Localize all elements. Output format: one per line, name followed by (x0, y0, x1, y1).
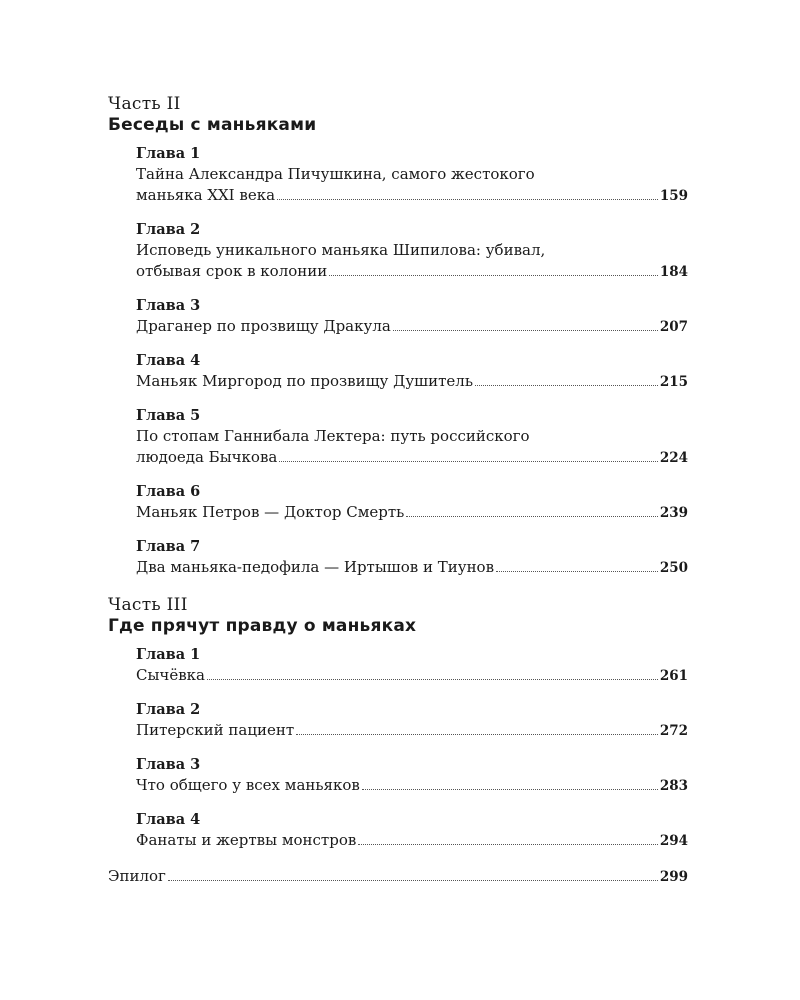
chapter-title-line: людоеда Бычкова (136, 448, 278, 466)
chapter-entry[interactable] (136, 296, 688, 338)
epilog-entry[interactable] (108, 866, 688, 888)
dot-leader (168, 880, 658, 881)
chapter-title-line: По стопам Ганнибала Лектера: путь российского (136, 427, 530, 445)
page-number: 272 (659, 723, 688, 739)
chapter-label: Глава 1 (136, 145, 201, 162)
page-number: 299 (659, 869, 688, 885)
chapter-title-line: маньяка XXI века (136, 186, 276, 204)
chapter-title-line: Питерский пациент (136, 721, 295, 739)
chapter-entry[interactable] (136, 537, 688, 579)
chapter-label: Глава 3 (136, 297, 201, 314)
chapter-title-line: Драганер по прозвищу Дракула (136, 317, 391, 335)
page-number: 215 (659, 374, 688, 390)
dot-leader (358, 844, 658, 845)
part-title: Беседы с маньяками (108, 115, 317, 135)
chapter-label: Глава 1 (136, 646, 201, 663)
chapter-entry[interactable] (136, 482, 688, 524)
part-2 (108, 94, 688, 579)
dot-leader (475, 385, 658, 386)
chapter-title-line: Что общего у всех маньяков (136, 776, 360, 794)
dot-leader (329, 275, 658, 276)
dot-leader (406, 516, 657, 517)
page-number: 261 (659, 668, 688, 684)
dot-leader (279, 461, 657, 462)
page-number: 283 (659, 778, 688, 794)
chapter-label: Глава 5 (136, 407, 201, 424)
page-number: 184 (659, 264, 688, 280)
chapter-entry[interactable] (136, 700, 688, 742)
page-number: 250 (659, 560, 688, 576)
chapter-title-line: отбывая срок в колонии (136, 262, 328, 280)
chapter-entry[interactable] (136, 220, 688, 283)
chapter-label: Глава 6 (136, 483, 201, 500)
chapter-entry[interactable] (136, 406, 688, 469)
dot-leader (296, 734, 658, 735)
page-number: 239 (659, 505, 688, 521)
chapter-entry[interactable] (136, 645, 688, 687)
chapter-title-line: Тайна Александра Пичушкина, самого жестокого (136, 165, 535, 183)
chapter-entry[interactable] (136, 810, 688, 852)
epilog-title: Эпилог (108, 867, 166, 885)
chapter-entry[interactable] (136, 755, 688, 797)
chapter-label: Глава 4 (136, 352, 201, 369)
chapter-title-line: Сычёвка (136, 666, 205, 684)
page-number: 159 (659, 188, 688, 204)
page-number: 294 (659, 833, 688, 849)
dot-leader (496, 571, 658, 572)
dot-leader (207, 679, 658, 680)
page-number: 224 (659, 450, 688, 466)
part-title: Где прячут правду о маньяках (108, 616, 417, 636)
chapter-label: Глава 7 (136, 538, 201, 555)
chapter-entry[interactable] (136, 144, 688, 207)
table-of-contents (108, 94, 688, 888)
chapter-title-line: Фанаты и жертвы монстров (136, 831, 357, 849)
chapter-label: Глава 2 (136, 701, 201, 718)
page-number: 207 (659, 319, 688, 335)
chapter-entry[interactable] (136, 351, 688, 393)
dot-leader (277, 199, 658, 200)
chapter-label: Глава 3 (136, 756, 201, 773)
chapter-title-line: Два маньяка-педофила — Иртышов и Тиунов (136, 558, 495, 576)
dot-leader (362, 789, 658, 790)
part-3 (108, 595, 688, 852)
part-label: Часть III (108, 595, 188, 615)
dot-leader (393, 330, 658, 331)
chapter-label: Глава 4 (136, 811, 201, 828)
part-label: Часть II (108, 94, 181, 114)
chapter-label: Глава 2 (136, 221, 201, 238)
chapter-title-line: Маньяк Петров — Доктор Смерть (136, 503, 405, 521)
chapter-title-line: Маньяк Миргород по прозвищу Душитель (136, 372, 473, 390)
chapter-title-line: Исповедь уникального маньяка Шипилова: убивал, (136, 241, 546, 259)
